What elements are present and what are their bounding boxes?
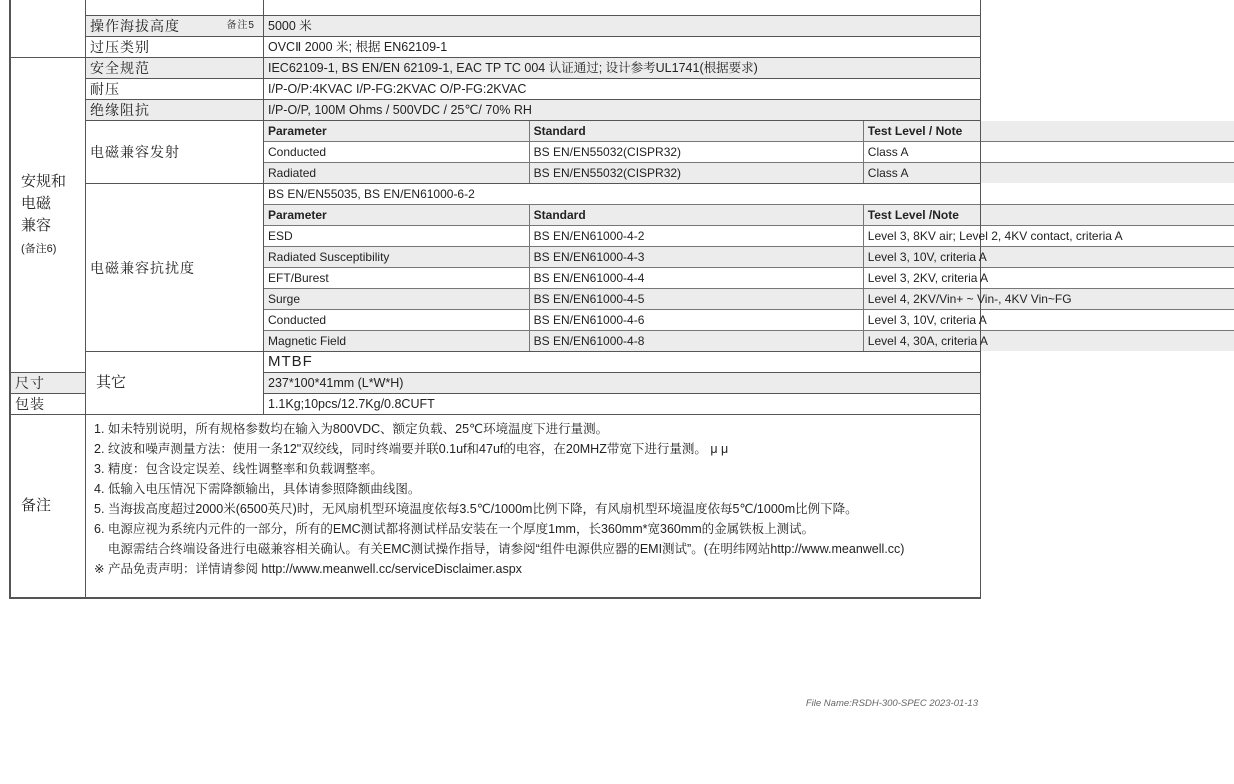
ems-level: Level 3, 2KV, criteria A bbox=[863, 268, 1234, 289]
ems-cell bbox=[264, 184, 1123, 352]
ems-header-row bbox=[264, 205, 1234, 226]
emi-table bbox=[264, 121, 1234, 183]
ems-header: Parameter bbox=[264, 205, 529, 226]
withstand-label: 耐压 bbox=[86, 79, 264, 100]
category-safety-l2: 电磁 bbox=[21, 194, 52, 212]
row-safety-standards bbox=[11, 58, 981, 79]
emi-row bbox=[264, 163, 1234, 184]
row-top-label bbox=[86, 0, 264, 16]
ems-param: Surge bbox=[264, 289, 529, 310]
notes-body bbox=[86, 415, 981, 598]
ems-row bbox=[264, 268, 1234, 289]
emi-header-row bbox=[264, 121, 1234, 142]
size-value: 237*100*41mm (L*W*H) bbox=[264, 373, 981, 394]
category-notes: 备注 bbox=[11, 415, 86, 598]
ems-title-row bbox=[264, 184, 1234, 205]
note-line: 3. 精度：包含设定误差、线性调整率和负载调整率。 bbox=[94, 462, 383, 476]
withstand-value: I/P-O/P:4KVAC I/P-FG:2KVAC O/P-FG:2KVAC bbox=[264, 79, 981, 100]
ems-param: Conducted bbox=[264, 310, 529, 331]
ems-standard: BS EN/EN61000-4-6 bbox=[529, 310, 863, 331]
standards-label: 安全规范 bbox=[86, 58, 264, 79]
ems-row bbox=[264, 310, 1234, 331]
ems-param: Magnetic Field bbox=[264, 331, 529, 352]
ems-label: 电磁兼容抗扰度 bbox=[86, 184, 264, 352]
emi-row bbox=[264, 142, 1234, 163]
ems-level: Level 3, 8KV air; Level 2, 4KV contact, criteria A bbox=[863, 226, 1234, 247]
emi-param: Radiated bbox=[264, 163, 529, 184]
overvoltage-label: 过压类别 bbox=[86, 37, 264, 58]
pack-label: 包装 bbox=[11, 394, 86, 415]
note-line: 电源需结合终端设备进行电磁兼容相关确认。有关EMC测试操作指导，请参阅“组件电源供应器的EMI测试”。(在明纬网站http://www.meanwell.cc) bbox=[94, 542, 905, 556]
pack-value: 1.1Kg;10pcs/12.7Kg/0.8CUFT bbox=[264, 394, 981, 415]
altitude-label: 操作海拔高度 备注5 bbox=[86, 16, 264, 37]
ems-row bbox=[264, 289, 1234, 310]
row-ems bbox=[11, 184, 981, 352]
note-line: 1. 如未特别说明，所有规格参数均在输入为800VDC、额定负载、25℃环境温度下进行量测。 bbox=[94, 422, 609, 436]
ems-param: Radiated Susceptibility bbox=[264, 247, 529, 268]
note-line: ※ 产品免责声明：详情请参阅 http://www.meanwell.cc/serviceDisclaimer.aspx bbox=[94, 562, 522, 576]
ems-standard: BS EN/EN61000-4-3 bbox=[529, 247, 863, 268]
emi-param: Conducted bbox=[264, 142, 529, 163]
ems-row bbox=[264, 331, 1234, 352]
category-safety-l1: 安规和 bbox=[21, 172, 67, 190]
ems-standard: BS EN/EN61000-4-5 bbox=[529, 289, 863, 310]
ems-row bbox=[264, 247, 1234, 268]
emi-standard: BS EN/EN55032(CISPR32) bbox=[529, 163, 863, 184]
altitude-value: 5000 米 bbox=[264, 16, 981, 37]
emi-header: Parameter bbox=[264, 121, 529, 142]
row-env-top bbox=[11, 0, 981, 16]
row-emi bbox=[11, 121, 981, 184]
ems-standard: BS EN/EN61000-4-8 bbox=[529, 331, 863, 352]
standards-value: IEC62109-1, BS EN/EN 62109-1, EAC TP TC 004 认证通过; 设计参考UL1741(根据要求) bbox=[264, 58, 981, 79]
ems-standard: BS EN/EN61000-4-4 bbox=[529, 268, 863, 289]
category-environment bbox=[11, 0, 86, 58]
emi-cell bbox=[264, 121, 981, 184]
ems-level: Level 4, 2KV/Vin+ ~ Vin-, 4KV Vin~FG bbox=[863, 289, 1234, 310]
category-safety-note: (备注6) bbox=[21, 242, 57, 255]
note-line: 2. 纹波和噪声测量方法：使用一条12"双绞线，同时终端要并联0.1uf和47uf的电容，在20MHZ带宽下进行量测。 μ μ bbox=[94, 442, 729, 456]
note-line: 4. 低输入电压情况下需降额输出，具体请参照降额曲线图。 bbox=[94, 482, 421, 496]
ems-level: Level 3, 10V, criteria A bbox=[863, 247, 1234, 268]
ems-param: EFT/Burest bbox=[264, 268, 529, 289]
overvoltage-value: OVCⅡ 2000 米; 根据 EN62109-1 bbox=[264, 37, 981, 58]
row-notes bbox=[11, 415, 981, 598]
row-overvoltage bbox=[11, 37, 981, 58]
emi-level: Class A bbox=[863, 142, 1234, 163]
spec-sheet bbox=[9, 0, 1123, 599]
isolation-value: I/P-O/P, 100M Ohms / 500VDC / 25℃/ 70% RH bbox=[264, 100, 981, 121]
note-line: 6. 电源应视为系统内元件的一部分，所有的EMC测试都将测试样品安装在一个厚度1mm，长360mm*宽360mm的金属铁板上测试。 bbox=[94, 522, 815, 536]
ems-param: ESD bbox=[264, 226, 529, 247]
ems-table bbox=[264, 184, 1234, 351]
emi-label: 电磁兼容发射 bbox=[86, 121, 264, 184]
ems-header: Standard bbox=[529, 205, 863, 226]
category-other: 其它 bbox=[86, 352, 264, 415]
row-mtbf bbox=[11, 352, 981, 373]
row-top-value bbox=[264, 0, 981, 16]
ems-title: BS EN/EN55035, BS EN/EN61000-6-2 bbox=[264, 184, 1234, 205]
ems-standard: BS EN/EN61000-4-2 bbox=[529, 226, 863, 247]
file-name-footer: File Name:RSDH-300-SPEC 2023-01-13 bbox=[805, 698, 978, 709]
isolation-label: 绝缘阻抗 bbox=[86, 100, 264, 121]
emi-header: Test Level / Note bbox=[863, 121, 1234, 142]
emi-header: Standard bbox=[529, 121, 863, 142]
altitude-note: 备注5 bbox=[226, 20, 255, 31]
size-label: 尺寸 bbox=[11, 373, 86, 394]
category-safety bbox=[11, 58, 86, 373]
row-withstand bbox=[11, 79, 981, 100]
ems-level: Level 3, 10V, criteria A bbox=[863, 310, 1234, 331]
ems-header: Test Level /Note bbox=[863, 205, 1234, 226]
row-isolation bbox=[11, 100, 981, 121]
ems-level: Level 4, 30A, criteria A bbox=[863, 331, 1234, 352]
row-altitude bbox=[11, 16, 981, 37]
note-line: 5. 当海拔高度超过2000米(6500英尺)时，无风扇机型环境温度依每3.5℃/1000m比例下降，有风扇机型环境温度依每5℃/1000m比例下降。 bbox=[94, 502, 858, 516]
mtbf-label: MTBF bbox=[264, 352, 981, 373]
category-safety-l3: 兼容 bbox=[21, 216, 52, 234]
ems-row bbox=[264, 226, 1234, 247]
spec-table bbox=[10, 0, 1123, 598]
emi-standard: BS EN/EN55032(CISPR32) bbox=[529, 142, 863, 163]
emi-level: Class A bbox=[863, 163, 1234, 184]
